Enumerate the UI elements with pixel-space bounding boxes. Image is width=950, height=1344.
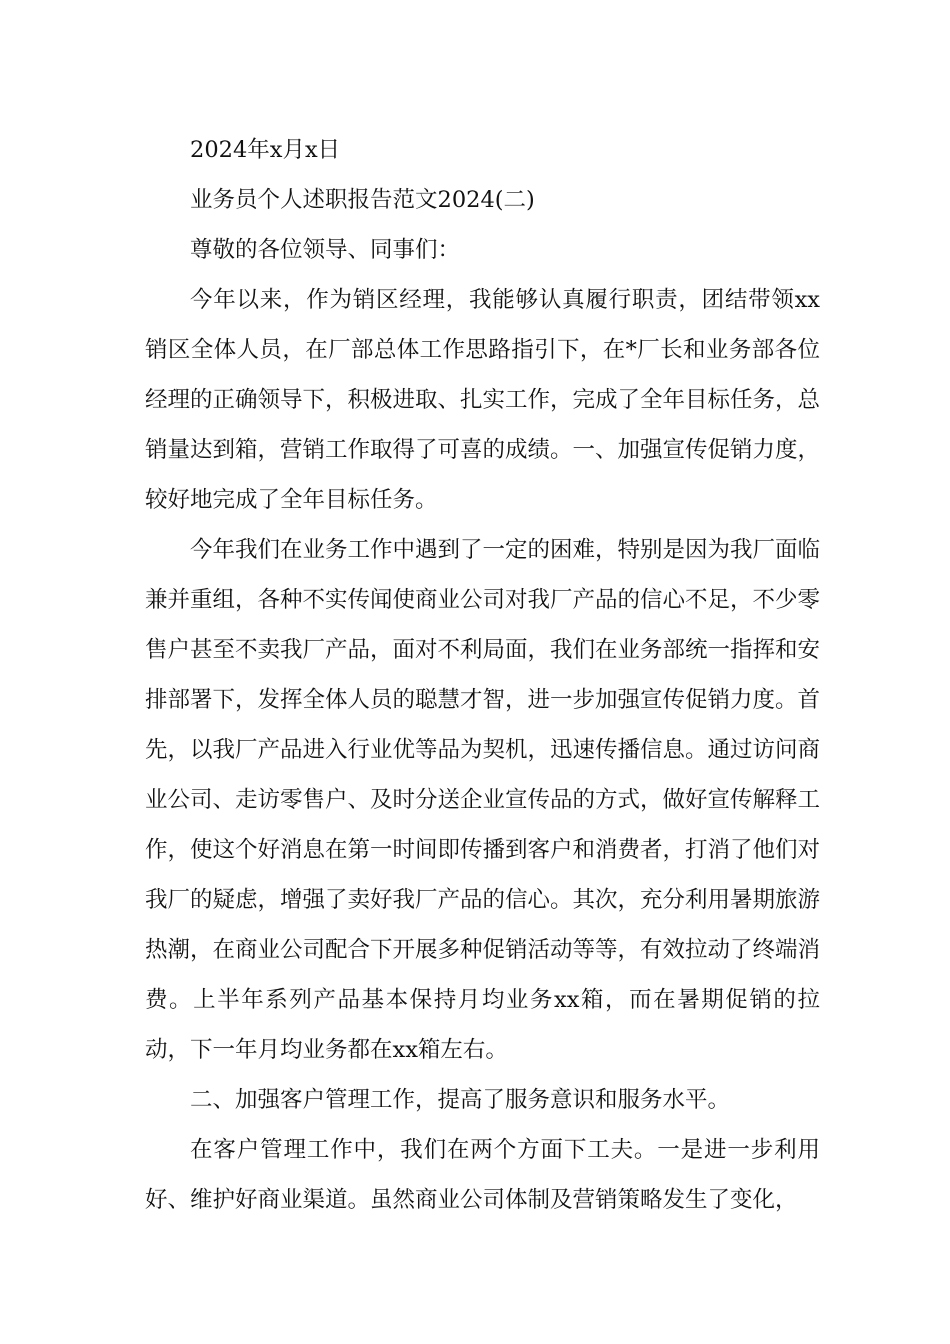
section-heading-2: 二、加强客户管理工作，提高了服务意识和服务水平。: [190, 1087, 731, 1113]
document-body: [145, 125, 820, 1225]
document-title: 业务员个人述职报告范文2024(二): [190, 187, 535, 213]
date-line: 2024年x月x日: [190, 137, 341, 163]
paragraph-1: 今年以来，作为销区经理，我能够认真履行职责，团结带领xx销区全体人员，在厂部总体工作思路指引下，在*厂长和业务部各位经理的正确领导下，积极进取、扎实工作，完成了全年目标任务，总销量达到箱，营销工作取得了可喜的成绩。一、加强宣传促销力度，较好地完成了全年目标任务。: [145, 287, 821, 513]
salutation: 尊敬的各位领导、同事们：: [190, 237, 461, 263]
paragraph-3: 在客户管理工作中，我们在两个方面下工夫。一是进一步利用好、维护好商业渠道。虽然商业公司体制及营销策略发生了变化，: [145, 1137, 820, 1213]
paragraph-2: 今年我们在业务工作中遇到了一定的困难，特别是因为我厂面临兼并重组，各种不实传闻使商业公司对我厂产品的信心不足，不少零售户甚至不卖我厂产品，面对不利局面，我们在业务部统一指挥和安排部署下，发挥全体人员的聪慧才智，进一步加强宣传促销力度。首先，以我厂产品进入行业优等品为契机，迅速传播信息。通过访问商业公司、走访零售户、及时分送企业宣传品的方式，做好宣传解释工作，使这个好消息在第一时间即传播到客户和消费者，打消了他们对我厂的疑虑，增强了卖好我厂产品的信心。其次，充分利用暑期旅游热潮，在商业公司配合下开展多种促销活动等等，有效拉动了终端消费。上半年系列产品基本保持月均业务xx箱，而在暑期促销的拉动，下一年月均业务都在xx箱左右。: [145, 537, 821, 1063]
